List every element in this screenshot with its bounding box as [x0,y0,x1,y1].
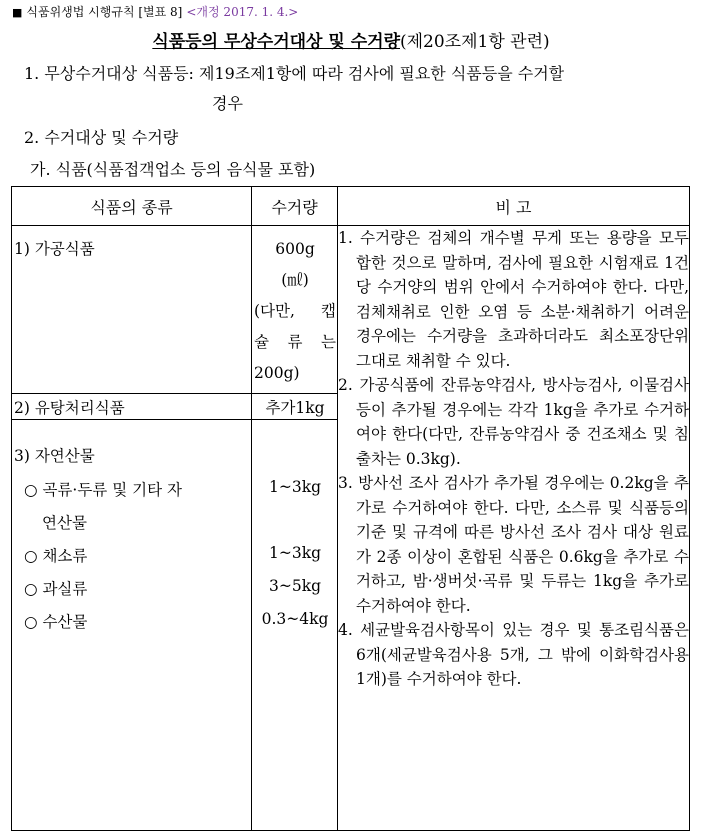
page-title [0,27,702,52]
law-reference: 식품위생법 시행규칙 [별표 8] [26,5,183,19]
title-main: 식품등의 무상수거대상 및 수거량 [152,32,400,52]
square-bullet-icon: ■ [12,6,23,19]
cell-processed-name [12,226,252,394]
item-grains-label: ○ 곡류·두류 및 기타 자 [24,481,182,499]
item-fruits-label: ○ 과실류 [24,580,88,598]
natural-food-label: 3) 자연산물 [14,447,95,465]
item-grains-amount: 1~3kg [268,478,322,496]
cell-natural-name [12,420,252,831]
item-seafood-amount: 0.3~4kg [261,610,329,628]
section1-line2: 경우 [212,94,243,113]
col-header-food-type: 식품의 종류 [12,187,252,226]
table-row-processed [12,226,690,394]
remark-note: 2. 가공식품에 잔류농약검사, 방사능검사, 이물검사 등이 추가될 경우에는 각각 1kg을 추가로 수거하여야 한다(다만, 잔류농약검사 중 건조채소 및 침출차는 0.3kg). [338,376,689,468]
item-vegetables-amount: 1~3kg [268,544,322,562]
processed-food-label: 1) 가공식품 [14,240,95,258]
amount-line: 600g [275,240,315,258]
revision-date: <개정 2017. 1. 4.> [186,5,299,19]
remarks-cell [338,226,690,831]
col-header-remarks: 비 고 [338,187,690,226]
section1-line1: 1. 무상수거대상 식품등: 제19조제1항에 따라 검사에 필요한 식품등을 수거할 [24,64,565,83]
amount-line: 200g) [254,364,300,382]
item-seafood-label: ○ 수산물 [24,613,88,631]
document-header [12,3,298,20]
cell-fried-amount [252,394,338,420]
table-header-row [12,187,690,226]
col-header-amount: 수거량 [252,187,338,226]
remark-note: 4. 세균발육검사항목이 있는 경우 및 통조림식품은 6개(세균발육검사용 5개, 그 밖에 이화학검사용 1개)를 수거하여야 한다. [338,621,689,688]
amount-line: (다만, 캡 [254,302,336,320]
fried-amount: 추가1kg [265,399,325,417]
collection-table [11,186,690,831]
title-suffix: (제20조제1항 관련) [400,32,550,52]
amount-line: 슐 류 는 [254,333,336,351]
amount-line: (㎖) [281,271,309,289]
processed-amount [252,234,338,389]
cell-fried-name [12,394,252,420]
section2-heading: 2. 수거대상 및 수거량 [24,128,179,147]
item-fruits-amount: 3~5kg [268,577,322,595]
remark-note: 3. 방사선 조사 검사가 추가될 경우에는 0.2kg을 추가로 수거하여야 한다. 다만, 소스류 및 식품등의 기준 및 규격에 따른 방사선 조사 검사 대상 원료가 2종 이상이 혼합된 식품은 0.6kg을 추가로 수거하고, 밤·생버섯·곡류 및 두류는 1kg을 추가로 수거하여야 한다. [338,474,689,615]
cell-processed-amount [252,226,338,394]
item-vegetables-label: ○ 채소류 [24,547,88,565]
remark-note: 1. 수거량은 검체의 개수별 무게 또는 용량을 모두 합한 것으로 말하며, 검사에 필요한 시험재료 1건 당 수거양의 범위 안에서 수거하여야 한다. 다만, 검체채취로 인한 오염 등 소분·채취하기 어려운 경우에는 수거량을 초과하더라도 최소포장단위 그대로 채취할 수 있다. [338,229,689,370]
item-grains-label-cont: 연산물 [42,514,87,532]
fried-food-label: 2) 유탕처리식품 [14,399,125,417]
subsection-ga-heading: 가. 식품(식품접객업소 등의 음식물 포함) [30,160,316,179]
cell-natural-amount [252,420,338,831]
